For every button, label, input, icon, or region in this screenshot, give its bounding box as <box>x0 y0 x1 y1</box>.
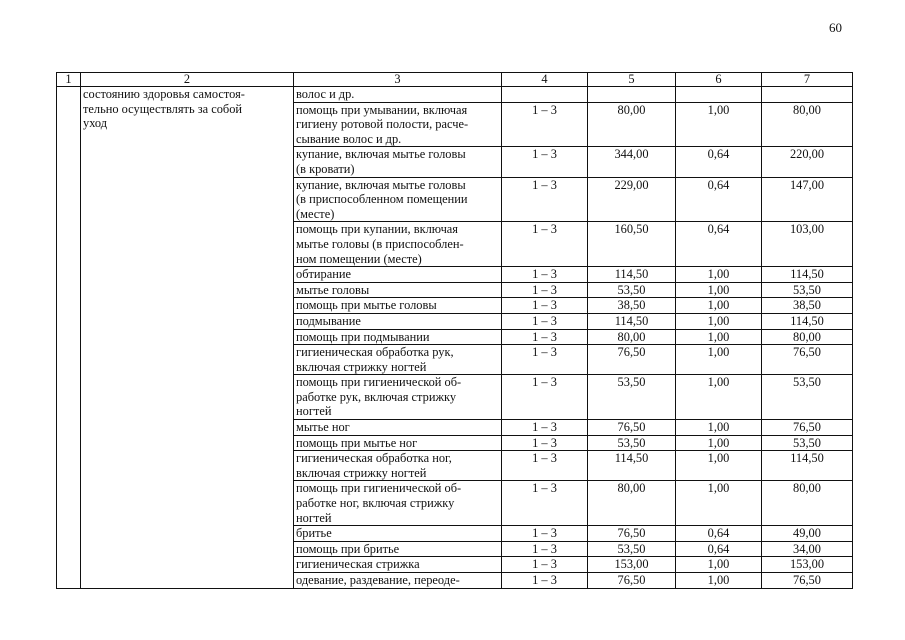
coefficient-cell: 1,00 <box>676 420 762 436</box>
coefficient-cell: 1,00 <box>676 481 762 526</box>
service-name-line: помощь при подмывании <box>296 329 430 344</box>
service-name-cell <box>294 102 502 147</box>
service-name-line: одевание, раздевание, переоде- <box>296 573 460 587</box>
service-name-line: купание, включая мытье головы <box>296 177 466 192</box>
service-name-cell <box>294 435 502 451</box>
total-cell: 80,00 <box>762 481 853 526</box>
coefficient-cell: 1,00 <box>676 298 762 314</box>
coefficient-cell: 1,00 <box>676 345 762 375</box>
service-name-line: сывание волос и др. <box>296 131 402 146</box>
frequency-cell: 1 – 3 <box>502 102 588 147</box>
services-table <box>56 72 853 589</box>
price-cell: 114,50 <box>588 451 676 481</box>
service-name-cell <box>294 573 502 589</box>
service-name-cell <box>294 313 502 329</box>
coefficient-cell: 1,00 <box>676 329 762 345</box>
header-cell-2: 2 <box>81 73 294 87</box>
total-cell: 49,00 <box>762 526 853 542</box>
frequency-cell: 1 – 3 <box>502 541 588 557</box>
service-name-line: мытье головы (в приспособлен- <box>296 236 464 251</box>
price-cell <box>588 87 676 103</box>
service-name-cell <box>294 329 502 345</box>
coefficient-cell: 1,00 <box>676 573 762 589</box>
service-name-cell <box>294 481 502 526</box>
coefficient-cell: 0,64 <box>676 177 762 222</box>
service-name-line: волос и др. <box>296 87 355 101</box>
coefficient-cell: 1,00 <box>676 313 762 329</box>
cell-col1 <box>57 87 81 589</box>
price-cell: 76,50 <box>588 420 676 436</box>
coefficient-cell: 0,64 <box>676 147 762 177</box>
service-name-line: работке ног, включая стрижку <box>296 496 455 511</box>
price-cell: 153,00 <box>588 557 676 573</box>
price-cell: 76,50 <box>588 526 676 542</box>
total-cell: 53,50 <box>762 375 853 420</box>
total-cell: 153,00 <box>762 557 853 573</box>
header-cell-5: 5 <box>588 73 676 87</box>
price-cell: 53,50 <box>588 375 676 420</box>
total-cell: 34,00 <box>762 541 853 557</box>
price-cell: 344,00 <box>588 147 676 177</box>
price-cell: 229,00 <box>588 177 676 222</box>
service-name-line: гигиеническая стрижка <box>296 557 420 572</box>
service-name-cell <box>294 267 502 283</box>
service-name-line: гигиеническая обработка ног, <box>296 451 452 466</box>
category-line: уход <box>83 116 108 131</box>
frequency-cell: 1 – 3 <box>502 147 588 177</box>
service-name-cell <box>294 420 502 436</box>
service-name-line: включая стрижку ногтей <box>296 359 427 374</box>
price-cell: 38,50 <box>588 298 676 314</box>
service-name-line: помощь при бритье <box>296 541 400 556</box>
coefficient-cell: 1,00 <box>676 267 762 283</box>
frequency-cell: 1 – 3 <box>502 557 588 573</box>
service-name-cell <box>294 541 502 557</box>
service-name-line: помощь при купании, включая <box>296 222 458 237</box>
price-cell: 114,50 <box>588 267 676 283</box>
service-name-cell <box>294 298 502 314</box>
coefficient-cell: 0,64 <box>676 526 762 542</box>
header-cell-1: 1 <box>57 73 81 87</box>
frequency-cell: 1 – 3 <box>502 177 588 222</box>
price-cell: 53,50 <box>588 541 676 557</box>
table-body <box>57 73 853 589</box>
service-name-line: (в кровати) <box>296 161 355 176</box>
service-name-line: гигиену ротовой полости, расче- <box>296 117 469 132</box>
frequency-cell: 1 – 3 <box>502 329 588 345</box>
coefficient-cell <box>676 87 762 103</box>
frequency-cell: 1 – 3 <box>502 282 588 298</box>
frequency-cell <box>502 87 588 103</box>
total-cell <box>762 87 853 103</box>
service-name-cell <box>294 526 502 542</box>
price-cell: 76,50 <box>588 573 676 589</box>
price-cell: 80,00 <box>588 102 676 147</box>
price-cell: 80,00 <box>588 329 676 345</box>
service-name-line: ногтей <box>296 510 332 525</box>
price-cell: 53,50 <box>588 282 676 298</box>
frequency-cell: 1 – 3 <box>502 345 588 375</box>
total-cell: 53,50 <box>762 282 853 298</box>
header-cell-7: 7 <box>762 73 853 87</box>
frequency-cell: 1 – 3 <box>502 267 588 283</box>
total-cell: 114,50 <box>762 313 853 329</box>
category-cell <box>81 87 294 589</box>
service-name-cell <box>294 147 502 177</box>
table-row <box>57 87 853 103</box>
frequency-cell: 1 – 3 <box>502 573 588 589</box>
service-name-line: (в приспособленном помещении <box>296 192 468 207</box>
coefficient-cell: 0,64 <box>676 222 762 267</box>
service-name-line: купание, включая мытье головы <box>296 147 466 162</box>
total-cell: 103,00 <box>762 222 853 267</box>
service-name-cell <box>294 87 502 103</box>
service-name-line: помощь при мытье ног <box>296 435 418 450</box>
total-cell: 114,50 <box>762 451 853 481</box>
service-name-cell <box>294 375 502 420</box>
total-cell: 220,00 <box>762 147 853 177</box>
frequency-cell: 1 – 3 <box>502 298 588 314</box>
total-cell: 80,00 <box>762 102 853 147</box>
service-name-line: помощь при мытье головы <box>296 298 437 313</box>
service-name-cell <box>294 177 502 222</box>
frequency-cell: 1 – 3 <box>502 222 588 267</box>
service-name-line: мытье ног <box>296 420 350 435</box>
price-cell: 80,00 <box>588 481 676 526</box>
coefficient-cell: 1,00 <box>676 375 762 420</box>
service-name-line: мытье головы <box>296 282 370 297</box>
frequency-cell: 1 – 3 <box>502 451 588 481</box>
coefficient-cell: 0,64 <box>676 541 762 557</box>
service-name-cell <box>294 557 502 573</box>
service-name-line: работке рук, включая стрижку <box>296 389 457 404</box>
total-cell: 38,50 <box>762 298 853 314</box>
page-number: 60 <box>829 20 842 35</box>
frequency-cell: 1 – 3 <box>502 526 588 542</box>
coefficient-cell: 1,00 <box>676 102 762 147</box>
service-name-line: (месте) <box>296 206 335 221</box>
frequency-cell: 1 – 3 <box>502 481 588 526</box>
coefficient-cell: 1,00 <box>676 451 762 481</box>
total-cell: 76,50 <box>762 345 853 375</box>
service-name-line: помощь при умывании, включая <box>296 102 468 117</box>
total-cell: 76,50 <box>762 420 853 436</box>
service-name-cell <box>294 451 502 481</box>
service-name-line: ном помещении (месте) <box>296 251 422 266</box>
price-cell: 53,50 <box>588 435 676 451</box>
total-cell: 80,00 <box>762 329 853 345</box>
total-cell: 147,00 <box>762 177 853 222</box>
frequency-cell: 1 – 3 <box>502 435 588 451</box>
service-name-line: обтирание <box>296 267 352 282</box>
total-cell: 76,50 <box>762 573 853 589</box>
service-name-line: подмывание <box>296 313 361 328</box>
service-name-line: гигиеническая обработка рук, <box>296 345 454 360</box>
service-name-cell <box>294 222 502 267</box>
category-line: тельно осуществлять за собой <box>83 101 243 116</box>
coefficient-cell: 1,00 <box>676 557 762 573</box>
service-name-line: помощь при гигиенической об- <box>296 481 462 496</box>
header-cell-4: 4 <box>502 73 588 87</box>
coefficient-cell: 1,00 <box>676 435 762 451</box>
total-cell: 53,50 <box>762 435 853 451</box>
frequency-cell: 1 – 3 <box>502 375 588 420</box>
price-cell: 160,50 <box>588 222 676 267</box>
coefficient-cell: 1,00 <box>676 282 762 298</box>
service-name-line: включая стрижку ногтей <box>296 465 427 480</box>
price-cell: 76,50 <box>588 345 676 375</box>
frequency-cell: 1 – 3 <box>502 420 588 436</box>
service-name-cell <box>294 282 502 298</box>
header-cell-3: 3 <box>294 73 502 87</box>
header-row <box>57 73 853 87</box>
service-name-line: ногтей <box>296 404 332 419</box>
category-line: состоянию здоровья самостоя- <box>83 87 245 101</box>
service-name-cell <box>294 345 502 375</box>
total-cell: 114,50 <box>762 267 853 283</box>
service-name-line: бритье <box>296 526 332 541</box>
service-name-line: помощь при гигиенической об- <box>296 375 462 390</box>
frequency-cell: 1 – 3 <box>502 313 588 329</box>
price-cell: 114,50 <box>588 313 676 329</box>
header-cell-6: 6 <box>676 73 762 87</box>
